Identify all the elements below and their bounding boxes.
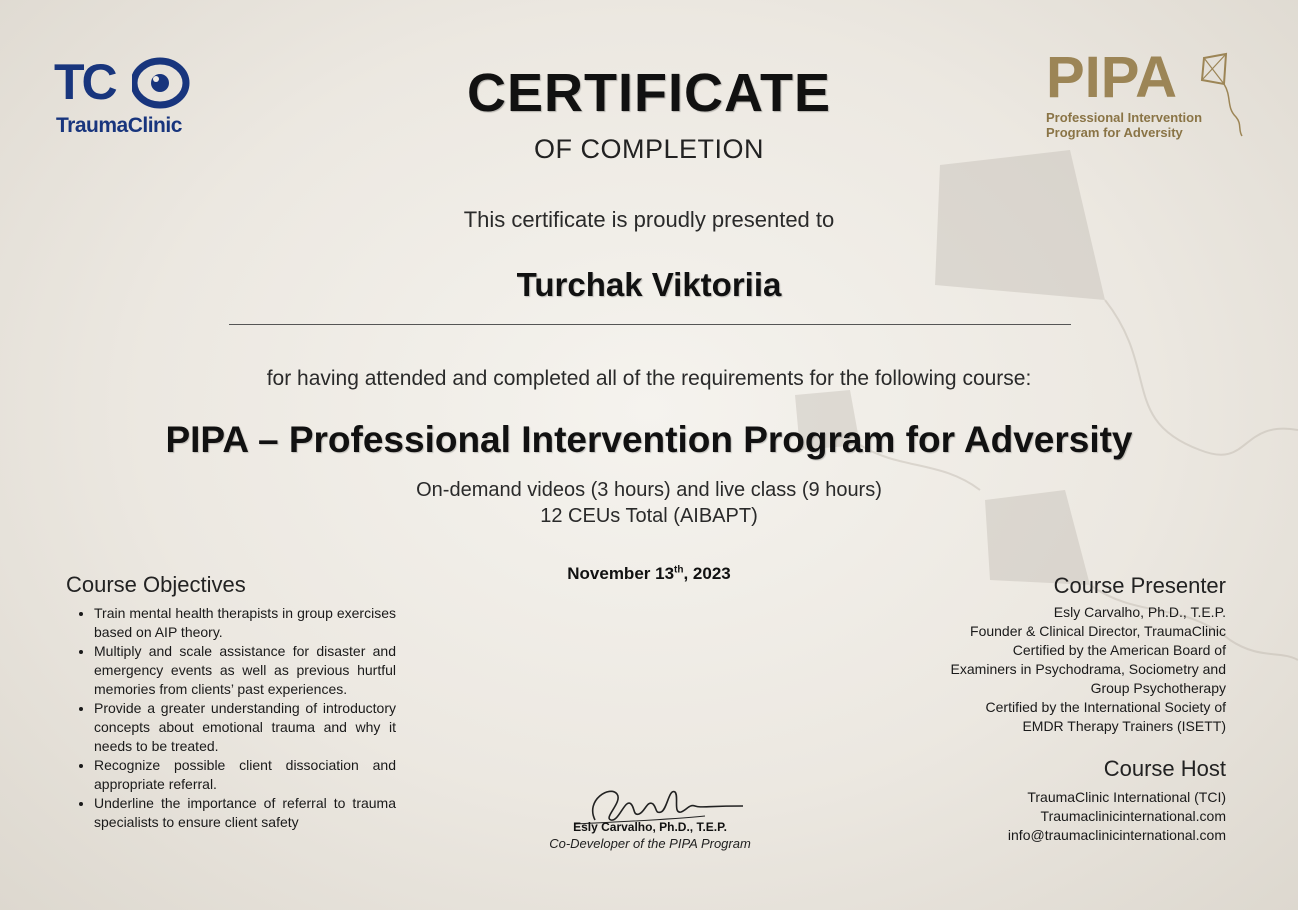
course-ceus: 12 CEUs Total (AIBAPT) xyxy=(540,505,758,527)
course-title: PIPA – Professional Intervention Program for Adversity xyxy=(165,419,1133,460)
date-suffix: , 2023 xyxy=(683,564,731,583)
tc-logo-name: TraumaClinic xyxy=(56,114,182,137)
presenter-line: Founder & Clinical Director, TraumaClinic xyxy=(970,623,1226,639)
course-host xyxy=(866,756,1226,845)
host-line: TraumaClinic International (TCI) xyxy=(1027,789,1226,805)
date-ordinal: th xyxy=(674,564,684,576)
host-title: Course Host xyxy=(1103,756,1226,781)
certificate-heading: CERTIFICATE xyxy=(467,63,831,123)
presented-to-text: This certificate is proudly presented to xyxy=(463,207,835,232)
name-underline xyxy=(229,324,1071,325)
host-website[interactable]: Traumaclinicinternational.com xyxy=(1040,808,1226,824)
attended-text: for having attended and completed all of the requirements for the following course: xyxy=(266,367,1032,390)
objectives-list xyxy=(66,604,396,832)
list-item: • Provide a greater understanding of introductory concepts about emotional trauma and why it needs to be treated. xyxy=(94,699,396,756)
list-item: • Underline the importance of referral to trauma specialists to ensure client safety xyxy=(94,794,396,832)
pipa-logo-mark: PIPA xyxy=(1046,45,1178,110)
signer-role: Co-Developer of the PIPA Program xyxy=(549,836,751,851)
course-objectives xyxy=(66,572,396,832)
course-presenter xyxy=(866,573,1226,736)
presenter-line: Certified by the International Society of xyxy=(985,699,1226,715)
presenter-line: Group Psychotherapy xyxy=(1090,680,1226,696)
course-duration: On-demand videos (3 hours) and live class (9 hours) xyxy=(416,479,882,501)
tc-logo-mark: TC xyxy=(54,54,115,110)
presenter-details xyxy=(866,603,1226,736)
list-item: • Multiply and scale assistance for disaster and emergency events as well as previous hurtful memories from clients’ past experiences. xyxy=(94,642,396,699)
pipa-logo-sub2: Program for Adversity xyxy=(1046,125,1183,140)
recipient-name: Turchak Viktoriia xyxy=(516,266,782,303)
presenter-title: Course Presenter xyxy=(1053,573,1226,598)
pipa-logo-sub1: Professional Intervention xyxy=(1046,110,1203,125)
certificate-subheading: OF COMPLETION xyxy=(533,134,764,164)
list-item: • Train mental health therapists in group exercises based on AIP theory. xyxy=(94,604,396,642)
list-item: • Recognize possible client dissociation and appropriate referral. xyxy=(94,756,396,794)
signer-name: Esly Carvalho, Ph.D., T.E.P. xyxy=(573,820,727,834)
signature-block xyxy=(520,780,780,851)
presenter-line: Examiners in Psychodrama, Sociometry and xyxy=(950,661,1226,677)
presenter-line: Certified by the American Board of xyxy=(1012,642,1226,658)
presenter-line: Esly Carvalho, Ph.D., T.E.P. xyxy=(1053,604,1226,620)
objectives-title: Course Objectives xyxy=(66,572,246,597)
date-prefix: November 13 xyxy=(567,564,675,583)
host-email[interactable]: info@traumaclinicinternational.com xyxy=(1007,827,1226,843)
host-details xyxy=(866,788,1226,845)
presenter-line: EMDR Therapy Trainers (ISETT) xyxy=(1022,718,1226,734)
